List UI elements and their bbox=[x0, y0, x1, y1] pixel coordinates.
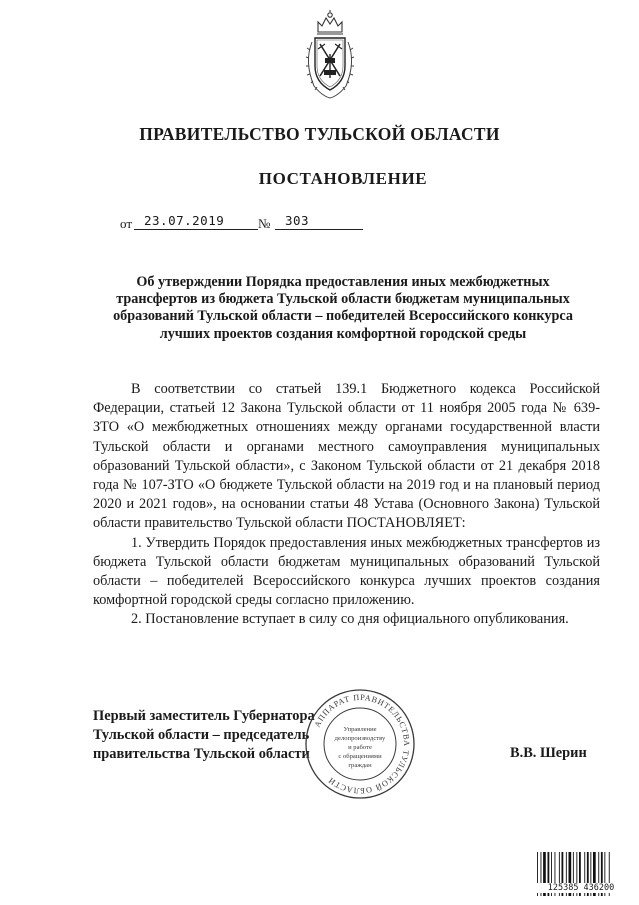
resolution-item-1: 1. Утвердить Порядок предоставления иных межбюджетных трансфертов из бюджета Тульской области бюджетам муниципальных образований Тульской области – победителей Всероссийского конкурса лучших проектов создания комфортной городской среды согласно приложению. bbox=[93, 534, 600, 609]
stamp-inner-line: граждан bbox=[348, 762, 372, 769]
stamp-inner-line: делопроизводству bbox=[334, 735, 386, 742]
signer-position-line: правительства Тульской области bbox=[93, 745, 310, 762]
document-number: 303 bbox=[275, 213, 363, 230]
preamble-paragraph: В соответствии со статьей 139.1 Бюджетного кодекса Российской Федерации, статьей 12 Закона Тульской области от 11 ноября 2005 года № 639-ЗТО «О межбюджетных отношениях между органами государственной власти Тульской области и органами местного самоуправления муниципальных образований Тульской области», с Законом Тульской области от 21 декабря 2018 года № 107-ЗТО «О бюджете Тульской области на 2019 год и на плановый период 2020 и 2021 годов», на основании статьи 48 Устава (Основного Закона) Тульской области правительство Тульской области ПОСТАНОВЛЯЕТ: bbox=[93, 381, 600, 532]
tula-region-coat-of-arms-icon bbox=[300, 10, 360, 100]
organization-title: ПРАВИТЕЛЬСТВО ТУЛЬСКОЙ ОБЛАСТИ bbox=[139, 124, 500, 144]
signer-name: В.В. Шерин bbox=[510, 745, 587, 761]
signer-position-line: Первый заместитель Губернатора bbox=[93, 708, 315, 724]
barcode-digits: 125385 436200 bbox=[534, 883, 628, 893]
signer-position-line: Тульской области – председатель bbox=[93, 726, 310, 743]
date-label: от bbox=[120, 216, 133, 231]
stamp-inner-line: и работе bbox=[348, 744, 372, 751]
number-label: № bbox=[258, 216, 271, 231]
document-type-heading: ПОСТАНОВЛЕНИЕ bbox=[258, 169, 428, 188]
official-stamp bbox=[304, 688, 416, 800]
resolution-item-2: 2. Постановление вступает в силу со дня официального опубликования. bbox=[131, 611, 569, 628]
signer-position bbox=[93, 707, 315, 763]
document-body bbox=[93, 380, 600, 630]
stamp-inner-line: с обращениями bbox=[338, 753, 382, 760]
stamp-ring-text: АППАРАТ ПРАВИТЕЛЬСТВА ТУЛЬСКОЙ ОБЛАСТИ bbox=[312, 692, 412, 796]
document-subject: Об утверждении Порядка предоставления иных межбюджетных трансфертов из бюджета Тульской области бюджетам муниципальных образований Тульской области – победителей Всероссийского конкурса лучших проектов создания комфортной городской среды bbox=[113, 274, 573, 342]
document-date: 23.07.2019 bbox=[134, 213, 258, 230]
stamp-inner-line: Управление bbox=[343, 726, 377, 733]
